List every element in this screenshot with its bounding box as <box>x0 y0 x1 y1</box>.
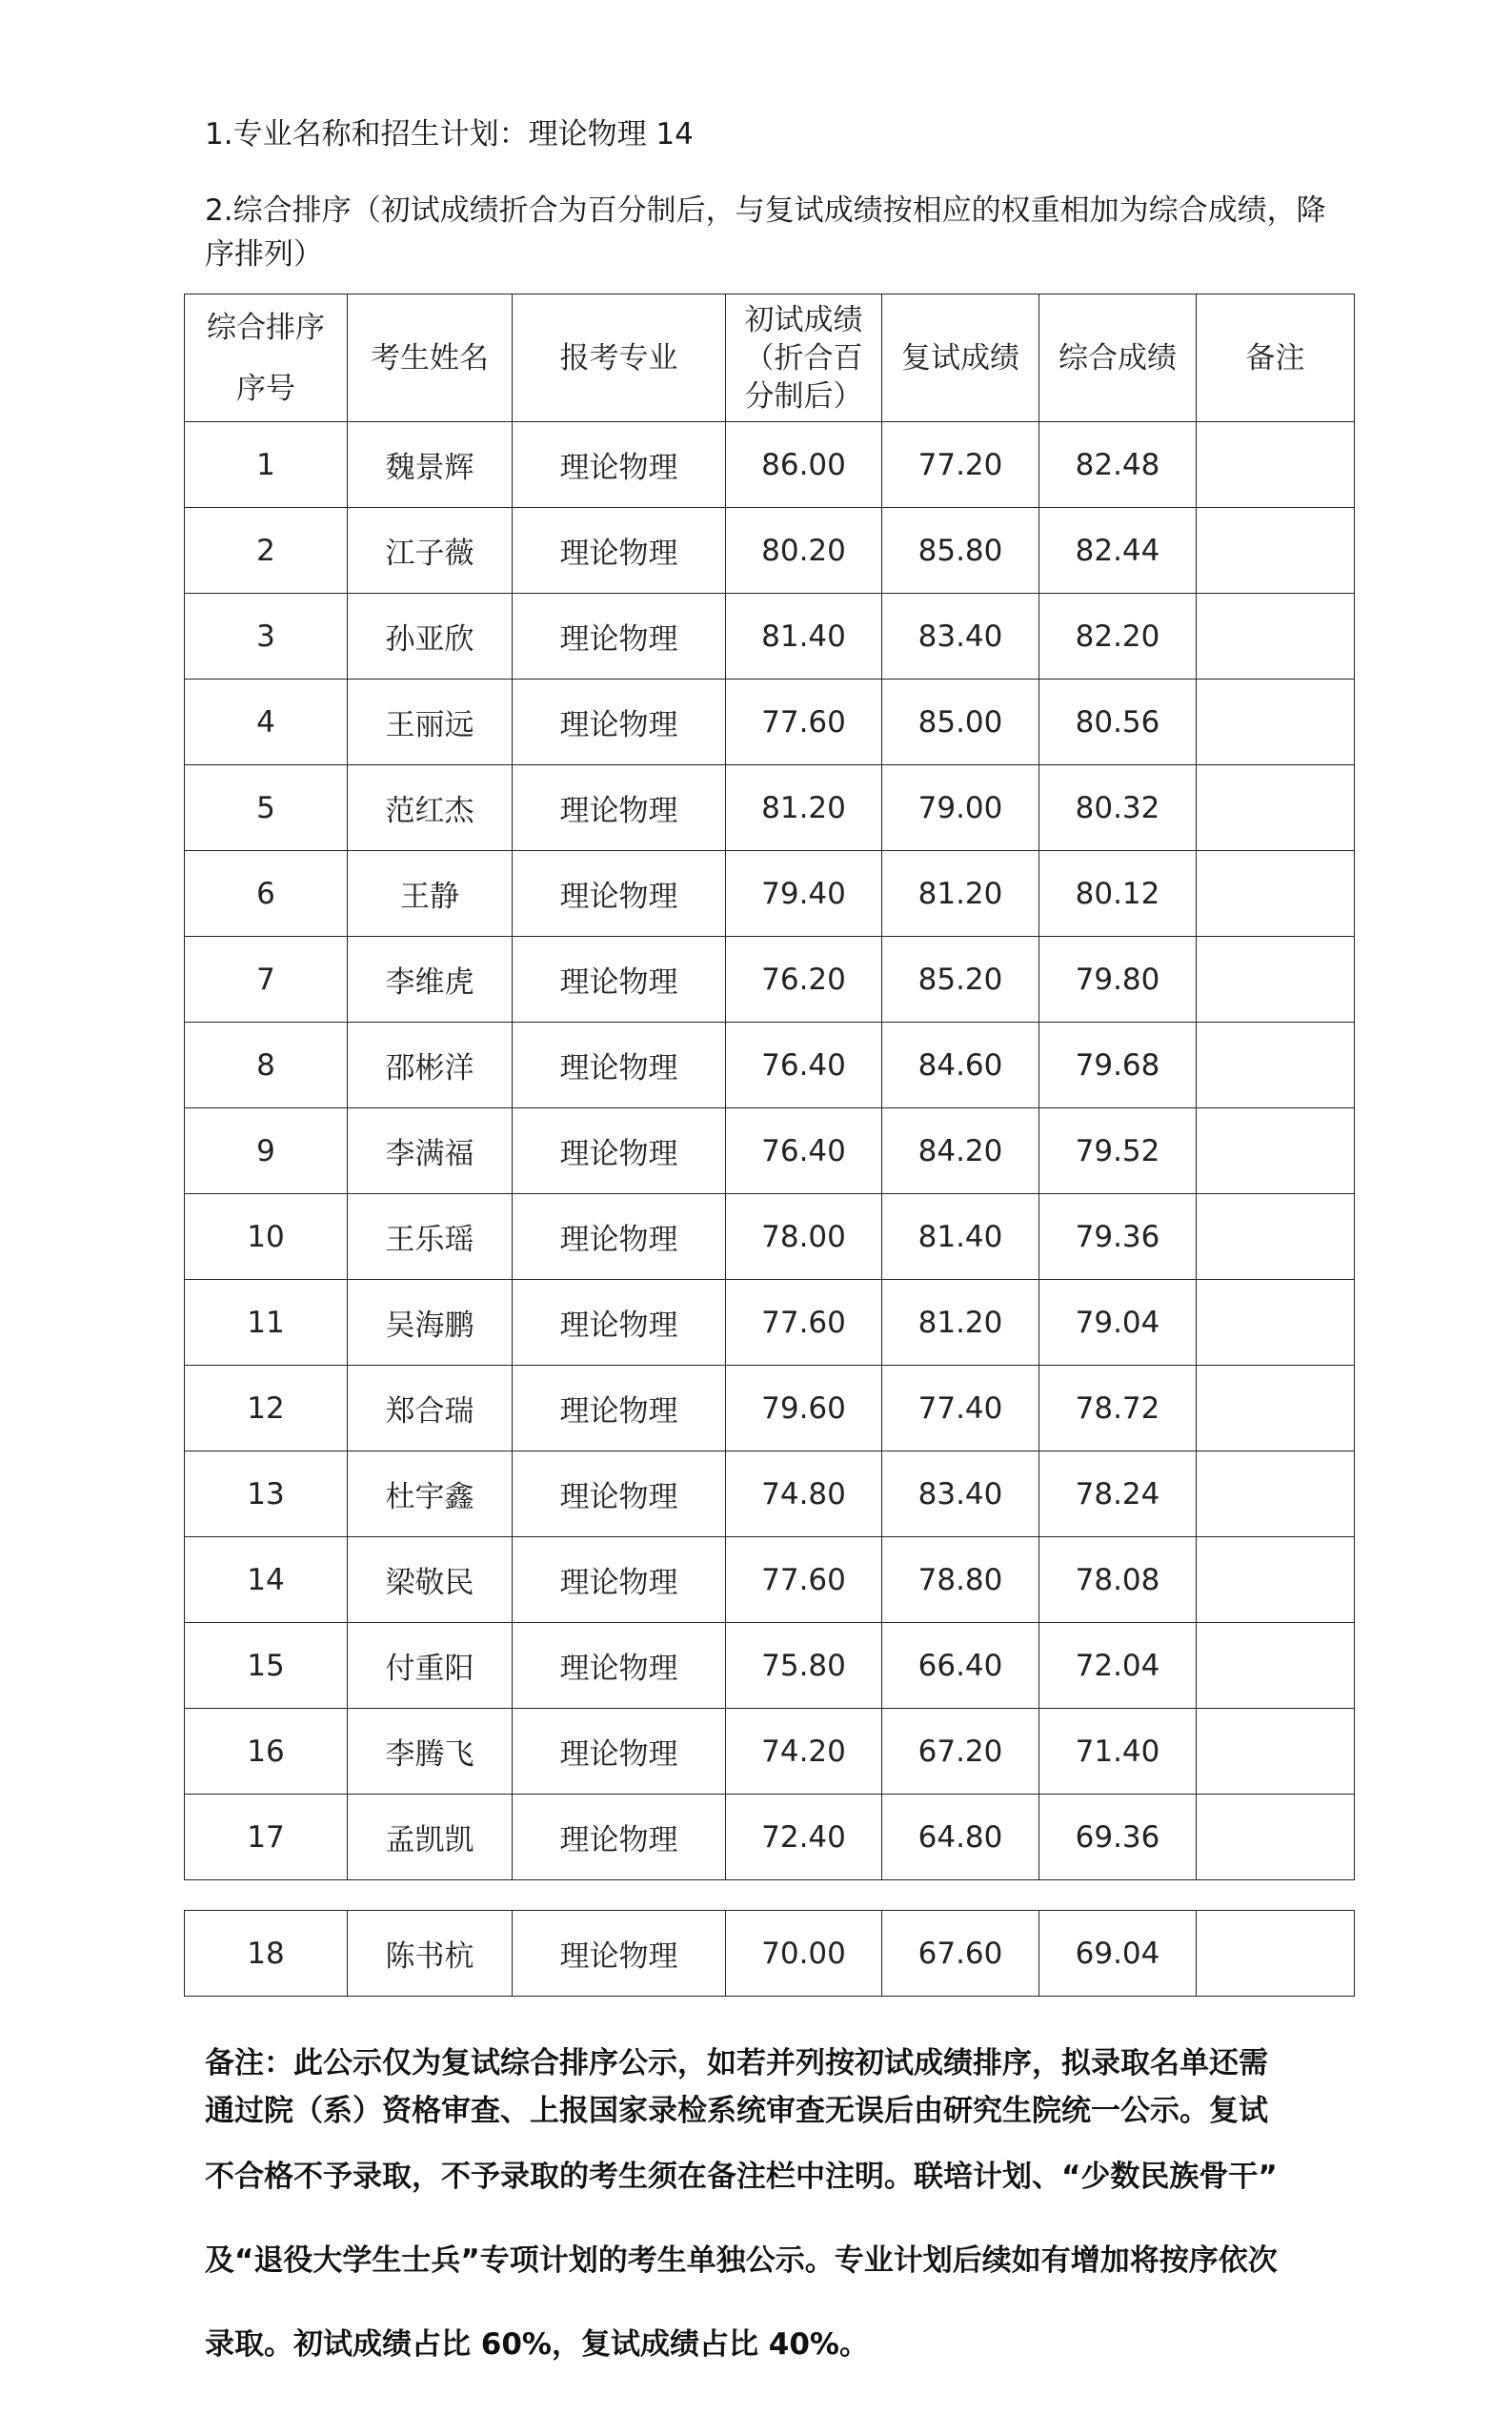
cell-total: 79.36 <box>1039 1194 1197 1280</box>
cell-total: 80.56 <box>1039 680 1197 765</box>
table-row <box>185 1795 1355 1880</box>
cell-retest: 79.00 <box>882 765 1039 851</box>
cell-remark <box>1197 1023 1355 1108</box>
cell-prelim: 72.40 <box>726 1795 882 1880</box>
cell-remark <box>1197 851 1355 937</box>
cell-retest: 81.20 <box>882 1280 1039 1366</box>
cell-name: 孟凯凯 <box>348 1795 513 1880</box>
note-line-4: 及“退役大学生士兵”专项计划的考生单独公示。专业计划后续如有增加将按序依次 <box>205 2243 1278 2278</box>
cell-rank: 6 <box>185 851 348 937</box>
cell-remark <box>1197 508 1355 594</box>
cell-total: 78.24 <box>1039 1451 1197 1537</box>
cell-retest: 85.80 <box>882 508 1039 594</box>
cell-rank: 4 <box>185 680 348 765</box>
cell-prelim: 76.20 <box>726 937 882 1023</box>
cell-retest: 77.40 <box>882 1366 1039 1451</box>
cell-remark <box>1197 1795 1355 1880</box>
cell-rank: 10 <box>185 1194 348 1280</box>
cell-total: 80.32 <box>1039 765 1197 851</box>
cell-prelim: 77.60 <box>726 1280 882 1366</box>
cell-major: 理论物理 <box>513 1537 726 1623</box>
table-row <box>185 1366 1355 1451</box>
cell-name: 杜宇鑫 <box>348 1451 513 1537</box>
cell-total: 72.04 <box>1039 1623 1197 1709</box>
cell-major: 理论物理 <box>513 1108 726 1194</box>
table-row <box>185 594 1355 680</box>
cell-retest: 84.60 <box>882 1023 1039 1108</box>
table-row <box>185 1023 1355 1108</box>
cell-name: 孙亚欣 <box>348 594 513 680</box>
cell-rank: 17 <box>185 1795 348 1880</box>
cell-retest: 81.20 <box>882 851 1039 937</box>
cell-total: 71.40 <box>1039 1709 1197 1795</box>
cell-retest: 67.60 <box>882 1911 1039 1997</box>
cell-rank: 14 <box>185 1537 348 1623</box>
cell-name: 王静 <box>348 851 513 937</box>
cell-retest: 83.40 <box>882 594 1039 680</box>
cell-remark <box>1197 1194 1355 1280</box>
cell-retest: 81.40 <box>882 1194 1039 1280</box>
table-row <box>185 1108 1355 1194</box>
cell-total: 82.20 <box>1039 594 1197 680</box>
cell-total: 79.52 <box>1039 1108 1197 1194</box>
cell-major: 理论物理 <box>513 851 726 937</box>
cell-retest: 67.20 <box>882 1709 1039 1795</box>
cell-major: 理论物理 <box>513 937 726 1023</box>
header-remark: 备注 <box>1197 294 1355 422</box>
cell-retest: 66.40 <box>882 1623 1039 1709</box>
cell-name: 江子薇 <box>348 508 513 594</box>
cell-rank: 15 <box>185 1623 348 1709</box>
cell-prelim: 79.40 <box>726 851 882 937</box>
cell-major: 理论物理 <box>513 1023 726 1108</box>
cell-total: 80.12 <box>1039 851 1197 937</box>
cell-rank: 9 <box>185 1108 348 1194</box>
cell-remark <box>1197 1280 1355 1366</box>
cell-major: 理论物理 <box>513 680 726 765</box>
cell-major: 理论物理 <box>513 1194 726 1280</box>
cell-prelim: 78.00 <box>726 1194 882 1280</box>
cell-rank: 18 <box>185 1911 348 1997</box>
remark-note <box>205 2039 1343 2386</box>
cell-prelim: 81.40 <box>726 594 882 680</box>
cell-major: 理论物理 <box>513 1911 726 1997</box>
cell-retest: 84.20 <box>882 1108 1039 1194</box>
table-row <box>185 851 1355 937</box>
cell-total: 79.04 <box>1039 1280 1197 1366</box>
cell-total: 79.68 <box>1039 1023 1197 1108</box>
table-row <box>185 1911 1355 1997</box>
cell-major: 理论物理 <box>513 1795 726 1880</box>
header-prelim: 初试成绩（折合百分制后） <box>726 294 882 422</box>
cell-name: 陈书杭 <box>348 1911 513 1997</box>
cell-prelim: 74.20 <box>726 1709 882 1795</box>
score-table <box>184 294 1355 1880</box>
cell-total: 69.04 <box>1039 1911 1197 1997</box>
cell-name: 范红杰 <box>348 765 513 851</box>
table-row <box>185 508 1355 594</box>
header-rank <box>185 294 348 422</box>
cell-prelim: 75.80 <box>726 1623 882 1709</box>
cell-remark <box>1197 1451 1355 1537</box>
cell-rank: 8 <box>185 1023 348 1108</box>
cell-rank: 7 <box>185 937 348 1023</box>
cell-remark <box>1197 1911 1355 1997</box>
table-row <box>185 422 1355 508</box>
table-row <box>185 1623 1355 1709</box>
cell-remark <box>1197 937 1355 1023</box>
cell-total: 78.72 <box>1039 1366 1197 1451</box>
cell-prelim: 80.20 <box>726 508 882 594</box>
cell-prelim: 81.20 <box>726 765 882 851</box>
cell-remark <box>1197 594 1355 680</box>
cell-rank: 12 <box>185 1366 348 1451</box>
cell-total: 69.36 <box>1039 1795 1197 1880</box>
header-retest: 复试成绩 <box>882 294 1039 422</box>
cell-retest: 78.80 <box>882 1537 1039 1623</box>
cell-major: 理论物理 <box>513 1451 726 1537</box>
table-row <box>185 1280 1355 1366</box>
table-row <box>185 765 1355 851</box>
table-header-row <box>185 294 1355 422</box>
cell-prelim: 74.80 <box>726 1451 882 1537</box>
cell-retest: 85.00 <box>882 680 1039 765</box>
table-row <box>185 937 1355 1023</box>
cell-name: 付重阳 <box>348 1623 513 1709</box>
cell-major: 理论物理 <box>513 1366 726 1451</box>
cell-rank: 3 <box>185 594 348 680</box>
cell-major: 理论物理 <box>513 594 726 680</box>
cell-name: 李维虎 <box>348 937 513 1023</box>
cell-name: 李腾飞 <box>348 1709 513 1795</box>
cell-name: 王乐瑶 <box>348 1194 513 1280</box>
cell-prelim: 70.00 <box>726 1911 882 1997</box>
cell-rank: 13 <box>185 1451 348 1537</box>
cell-prelim: 86.00 <box>726 422 882 508</box>
table-row <box>185 1451 1355 1537</box>
cell-name: 王丽远 <box>348 680 513 765</box>
cell-total: 82.44 <box>1039 508 1197 594</box>
cell-name: 邵彬洋 <box>348 1023 513 1108</box>
cell-name: 魏景辉 <box>348 422 513 508</box>
cell-prelim: 76.40 <box>726 1023 882 1108</box>
table-row <box>185 1709 1355 1795</box>
cell-rank: 2 <box>185 508 348 594</box>
cell-remark <box>1197 1623 1355 1709</box>
table-row <box>185 680 1355 765</box>
note-line-2: 通过院（系）资格审查、上报国家录检系统审查无误后由研究生院统一公示。复试 <box>205 2094 1268 2128</box>
cell-remark <box>1197 1108 1355 1194</box>
cell-remark <box>1197 1537 1355 1623</box>
table-row <box>185 1194 1355 1280</box>
note-line-1: 备注：此公示仅为复试综合排序公示，如若并列按初试成绩排序，拟录取名单还需 <box>205 2046 1268 2080</box>
cell-major: 理论物理 <box>513 508 726 594</box>
header-rank-line2: 序号 <box>236 371 295 406</box>
cell-rank: 5 <box>185 765 348 851</box>
cell-rank: 1 <box>185 422 348 508</box>
cell-retest: 85.20 <box>882 937 1039 1023</box>
cell-total: 82.48 <box>1039 422 1197 508</box>
cell-major: 理论物理 <box>513 422 726 508</box>
cell-major: 理论物理 <box>513 765 726 851</box>
cell-major: 理论物理 <box>513 1280 726 1366</box>
cell-remark <box>1197 1709 1355 1795</box>
cell-name: 李满福 <box>348 1108 513 1194</box>
header-name: 考生姓名 <box>348 294 513 422</box>
cell-name: 郑合瑞 <box>348 1366 513 1451</box>
cell-prelim: 79.60 <box>726 1366 882 1451</box>
cell-prelim: 77.60 <box>726 1537 882 1623</box>
header-rank-line1: 综合排序 <box>207 310 325 345</box>
cell-retest: 77.20 <box>882 422 1039 508</box>
header-major: 报考专业 <box>513 294 726 422</box>
note-line-5: 录取。初试成绩占比 60%，复试成绩占比 40%。 <box>205 2327 869 2362</box>
cell-remark <box>1197 680 1355 765</box>
cell-prelim: 77.60 <box>726 680 882 765</box>
cell-total: 78.08 <box>1039 1537 1197 1623</box>
cell-retest: 64.80 <box>882 1795 1039 1880</box>
cell-name: 梁敬民 <box>348 1537 513 1623</box>
cell-total: 79.80 <box>1039 937 1197 1023</box>
cell-remark <box>1197 765 1355 851</box>
table-row <box>185 1537 1355 1623</box>
ranking-description-heading: 2.综合排序（初试成绩折合为百分制后，与复试成绩按相应的权重相加为综合成绩，降序排列） <box>205 193 1326 272</box>
cell-major: 理论物理 <box>513 1623 726 1709</box>
cell-rank: 11 <box>185 1280 348 1366</box>
cell-major: 理论物理 <box>513 1709 726 1795</box>
cell-name: 吴海鹏 <box>348 1280 513 1366</box>
note-line-3: 不合格不予录取，不予录取的考生须在备注栏中注明。联培计划、“少数民族骨干” <box>205 2160 1278 2194</box>
cell-prelim: 76.40 <box>726 1108 882 1194</box>
cell-retest: 83.40 <box>882 1451 1039 1537</box>
header-total: 综合成绩 <box>1039 294 1197 422</box>
score-table-continued <box>184 1910 1355 1997</box>
cell-rank: 16 <box>185 1709 348 1795</box>
major-and-plan-heading: 1.专业名称和招生计划：理论物理 14 <box>205 117 694 152</box>
cell-remark <box>1197 1366 1355 1451</box>
cell-remark <box>1197 422 1355 508</box>
